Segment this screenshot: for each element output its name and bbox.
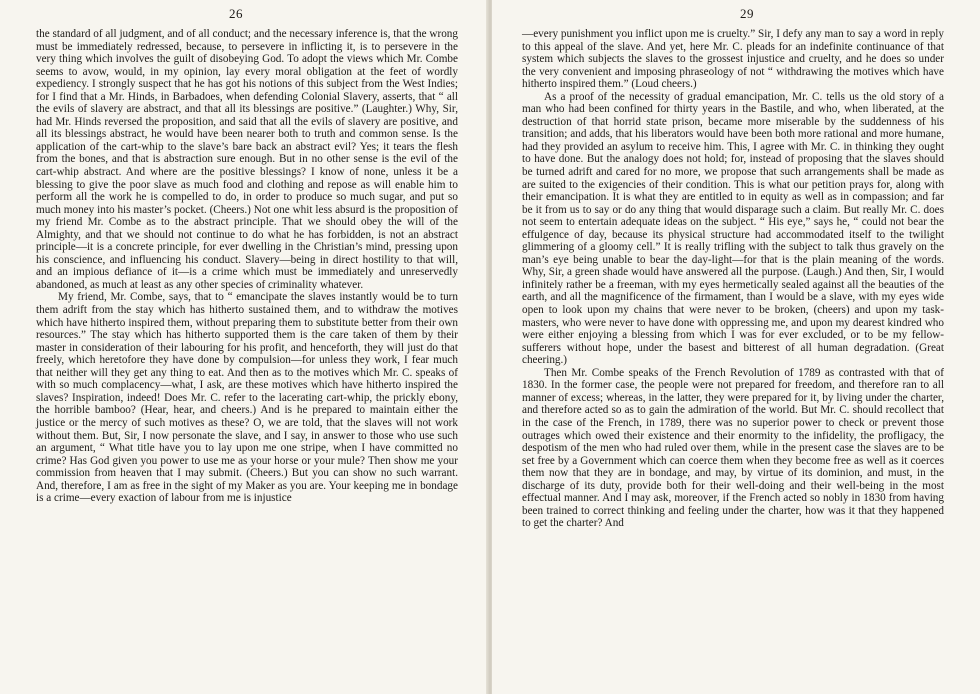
page-number: 26 [229, 6, 243, 21]
paragraph: As a proof of the necessity of gradual emancipation, Mr. C. tells us the old story of a man who had been confined for thirty years in the Bastile, and who, when liberated, at the destruction of that horrid state prison, became more miserable by the suddenness of his transition; and adds, that his liberators would have been both more rational and more humane, had they provided an asylum to receive him. This, I agree with Mr. C. in thinking they ought to have done. But the analogy does not hold; for, instead of proposing that the slaves should be turned adrift and cared for no more, we propose that such arrangements shall be made as are suited to the exigencies of their condition. This is what our petition prays for, along with their emancipation. It is what they are entitled to in equity as well as in compassion; and far be it from us to say or do any thing that would disparage such a claim. But really Mr. C. does not seem to entertain adequate ideas on the subject. “ His eye,” says he, “ could not bear the effulgence of day, because its physical structure had accommodated itself to the twilight glimmering of a gloomy cell.” It is really trifling with the subject to talk thus gravely on the man’s eye being unable to bear the day-light—for that is the plain meaning of the words. Why, Sir, a green shade would have answered all the purpose. (Laugh.) And then, Sir, I would infinitely rather be a freeman, with my eyes hermetically sealed against all the beauties of the earth, and all the magnificence of the firmament, than I would be a slave, with my eyes wide open to look upon my chains that were never to be broken, (cheers) and upon my task-masters, who were never to have done with oppressing me, and upon my dearest kindred who were either enjoying a blessing from which I was for ever excluded, or to be my fellow-sufferers without hope, under the basest and bitterest of all human degradation. (Great cheering.) [522, 90, 944, 367]
right-page [492, 0, 980, 694]
page-number: 29 [740, 6, 754, 21]
left-page [0, 0, 488, 694]
paragraph: Then Mr. Combe speaks of the French Revolution of 1789 as contrasted with that of 1830. In the former case, the people were not prepared for freedom, and therefore ran to all manner of excess; whereas, in the latter, they were prepared for it, by living under the charter, and therefore acted so as to gain the admiration of the world. But Mr. C. should recollect that in the case of the French, in 1789, there was no superior power to check or prevent those outrages which owed their existence and their enormity to the infidelity, the profligacy, the despotism of the men who had ruled over them, while in the present case the slaves are to be set free by a Government which can coerce them when they become free as well as it coerces them now that they are in bondage, and may, by virtue of its dominion, and must, in the discharge of its duty, provide both for their well-doing and their well-being in the most effectual manner. And I may ask, moreover, if the French acted so nobly in 1830 from having been trained to correct thinking and feeling under the charter, how was it that they happened to get the charter? And [522, 366, 944, 530]
paragraph: —every punishment you inflict upon me is cruelty.” Sir, I defy any man to say a word in reply to this appeal of the slave. And yet, here Mr. C. pleads for an indefinite continuance of that system which subjects the slaves to the grossest injustice and cruelty, and he does so under the very convenient and imposing phraseology of not “ withdrawing the motives which have hitherto inspired them.” (Loud cheers.) [522, 28, 944, 91]
paragraph: the standard of all judgment, and of all conduct; and the necessary inference is, that the wrong must be immediately redressed, because, to persevere in inflicting it, is to persevere in the very thing which involves the guilt of disobeying God. To adopt the views which Mr. Combe seems to avow, would, in my opinion, lay every moral obligation at the feet of wordly expediency. I strongly suspect that he has got his notions of this subject from the West Indies; for I find that a Mr. Hinds, in Barbadoes, when defending Colonial Slavery, asserts, that “ all the evils of slavery are abstract, and that all its blessings are positive.” (Laughter.) Why, Sir, had Mr. Hinds reversed the proposition, and said that all the evils of slavery are positive, and all its blessings abstract, he would have been nearer both to truth and common sense. Is the application of the cart-whip to the slave’s bare back an abstract evil? Yes; it tears the flesh from the bones, and that is abstraction sure enough. But in no other sense is the evil of the cart-whip abstract. And where are the positive blessings? I know of none, unless it be a blessing to give the poor slave as much food and clothing and repose as will enable him to perform all the work he is compelled to do, in order to produce so much sugar, and put so much money into his master’s pocket. (Cheers.) Not one whit less absurd is the proposition of my friend Mr. Combe as to the abstract principle. That we should obey the will of the Almighty, and that we should not continue to do what he has forbidden, is not an abstract principle—it is a concrete principle, for ever dwelling in the Christian’s mind, pressing upon his conscience, and influencing his conduct. Slavery—being in direct hostility to that will, and an impious defiance of it—is a crime which must be immediately and unreservedly abandoned, as much at least as any other species of criminality whatever. [36, 28, 458, 291]
paragraph: My friend, Mr. Combe, says, that to “ emancipate the slaves instantly would be to turn them adrift from the stay which has hitherto sustained them, and to withdraw the motives which have hitherto inspired them, without preparing them to substitute better from their own resources.” The stay which has hitherto supported them is the care taken of them by their master in consideration of their labouring for his profit, and henceforth, they will just do that freely, which heretofore they have done by compulsion—for unless they work, I fear much that neither will they get any thing to eat. And then as to the motives which Mr. C. speaks of with so much complacency—what, I ask, are these motives which have hitherto inspired the slaves? Inspiration, indeed! Does Mr. C. refer to the lacerating cart-whip, the prickly ebony, the horrible bamboo? (Hear, hear, and cheers.) And is he prepared to maintain either the justice or the mercy of such motives as these? O, we are told, that the slaves will not work without them. But, Sir, I now personate the slave, and I say, in answer to those who use such an argument, “ What title have you to lay upon me one stripe, when I have committed no crime? Has God given you power to use me as your horse or your mule? Then show me your commission from heaven that I may submit. (Cheers.) But you can show no such warrant. And, therefore, I am as free in the sight of my Maker as you are. Your keeping me in bondage is a crime—every exaction of labour from me is injustice [36, 291, 458, 505]
